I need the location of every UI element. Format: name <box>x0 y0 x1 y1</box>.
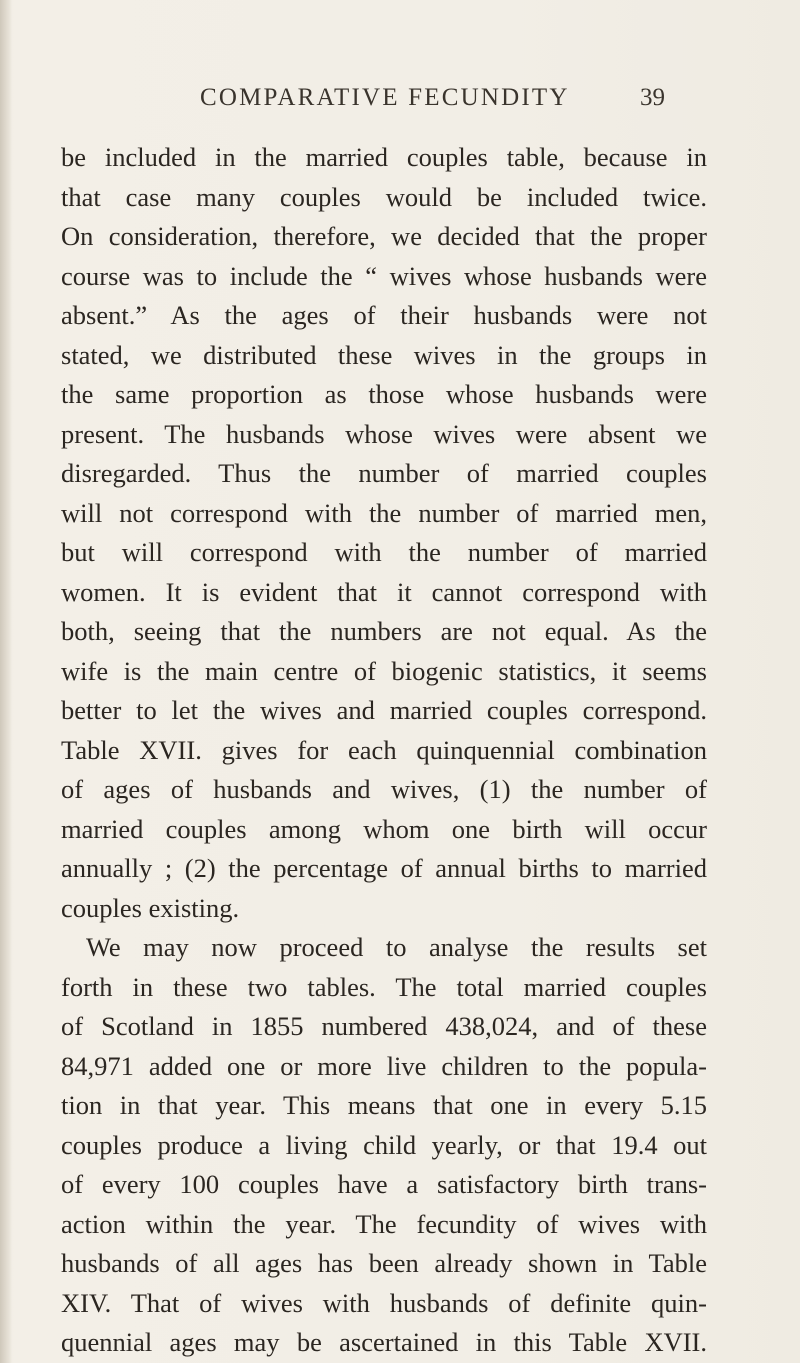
text-line: but will correspond with the number of married <box>61 537 707 567</box>
text-line: of every 100 couples have a satisfactory birth trans- <box>61 1169 707 1199</box>
text-line: course was to include the “ wives whose husbands were <box>61 260 707 291</box>
text-line: the same proportion as those whose husbands were <box>61 379 707 409</box>
text-line: married couples among whom one birth will occur <box>61 813 707 844</box>
text-line: 84,971 added one or more live children to the popula- <box>61 1050 707 1081</box>
text-line: wife is the main centre of biogenic statistics, it seems <box>61 655 707 686</box>
running-title: COMPARATIVE FECUNDITY <box>200 84 570 111</box>
text-line: Table XVII. gives for each quinquennial combination <box>61 734 707 765</box>
text-line: absent.” As the ages of their husbands were not <box>61 300 707 330</box>
page-number: 39 <box>640 84 665 111</box>
text-line: forth in these two tables. The total married couples <box>61 971 707 1002</box>
text-line: that case many couples would be included twice. <box>61 181 707 212</box>
text-line: of Scotland in 1855 numbered 438,024, and of these <box>61 1011 707 1041</box>
text-line: both, seeing that the numbers are not equal. As the <box>61 616 707 646</box>
text-line: present. The husbands whose wives were absent we <box>61 418 707 449</box>
text-line: will not correspond with the number of married men, <box>61 497 707 528</box>
text-line-paragraph-start: We may now proceed to analyse the results set <box>86 932 707 962</box>
text-line: couples produce a living child yearly, or that 19.4 out <box>61 1129 707 1160</box>
text-line: On consideration, therefore, we decided that the proper <box>61 221 707 251</box>
text-line: quennial ages may be ascertained in this Table XVII. <box>61 1327 707 1357</box>
text-line: women. It is evident that it cannot correspond with <box>61 576 707 607</box>
text-line: be included in the married couples table, because in <box>61 142 707 172</box>
text-line: husbands of all ages has been already shown in Table <box>61 1248 707 1278</box>
running-head <box>60 84 780 124</box>
text-line: stated, we distributed these wives in the groups in <box>61 339 707 370</box>
text-line: of ages of husbands and wives, (1) the number of <box>61 774 707 804</box>
text-line: action within the year. The fecundity of wives with <box>61 1208 707 1239</box>
text-line: XIV. That of wives with husbands of definite quin- <box>61 1287 707 1318</box>
text-line-paragraph-end: couples existing. <box>61 892 240 923</box>
gutter-shadow <box>0 0 12 1363</box>
text-line: better to let the wives and married couples correspond. <box>61 695 707 725</box>
text-line: annually ; (2) the percentage of annual births to married <box>61 853 707 883</box>
text-line: tion in that year. This means that one in every 5.15 <box>61 1090 707 1120</box>
text-line: disregarded. Thus the number of married couples <box>61 458 707 488</box>
body-text <box>61 138 707 1363</box>
